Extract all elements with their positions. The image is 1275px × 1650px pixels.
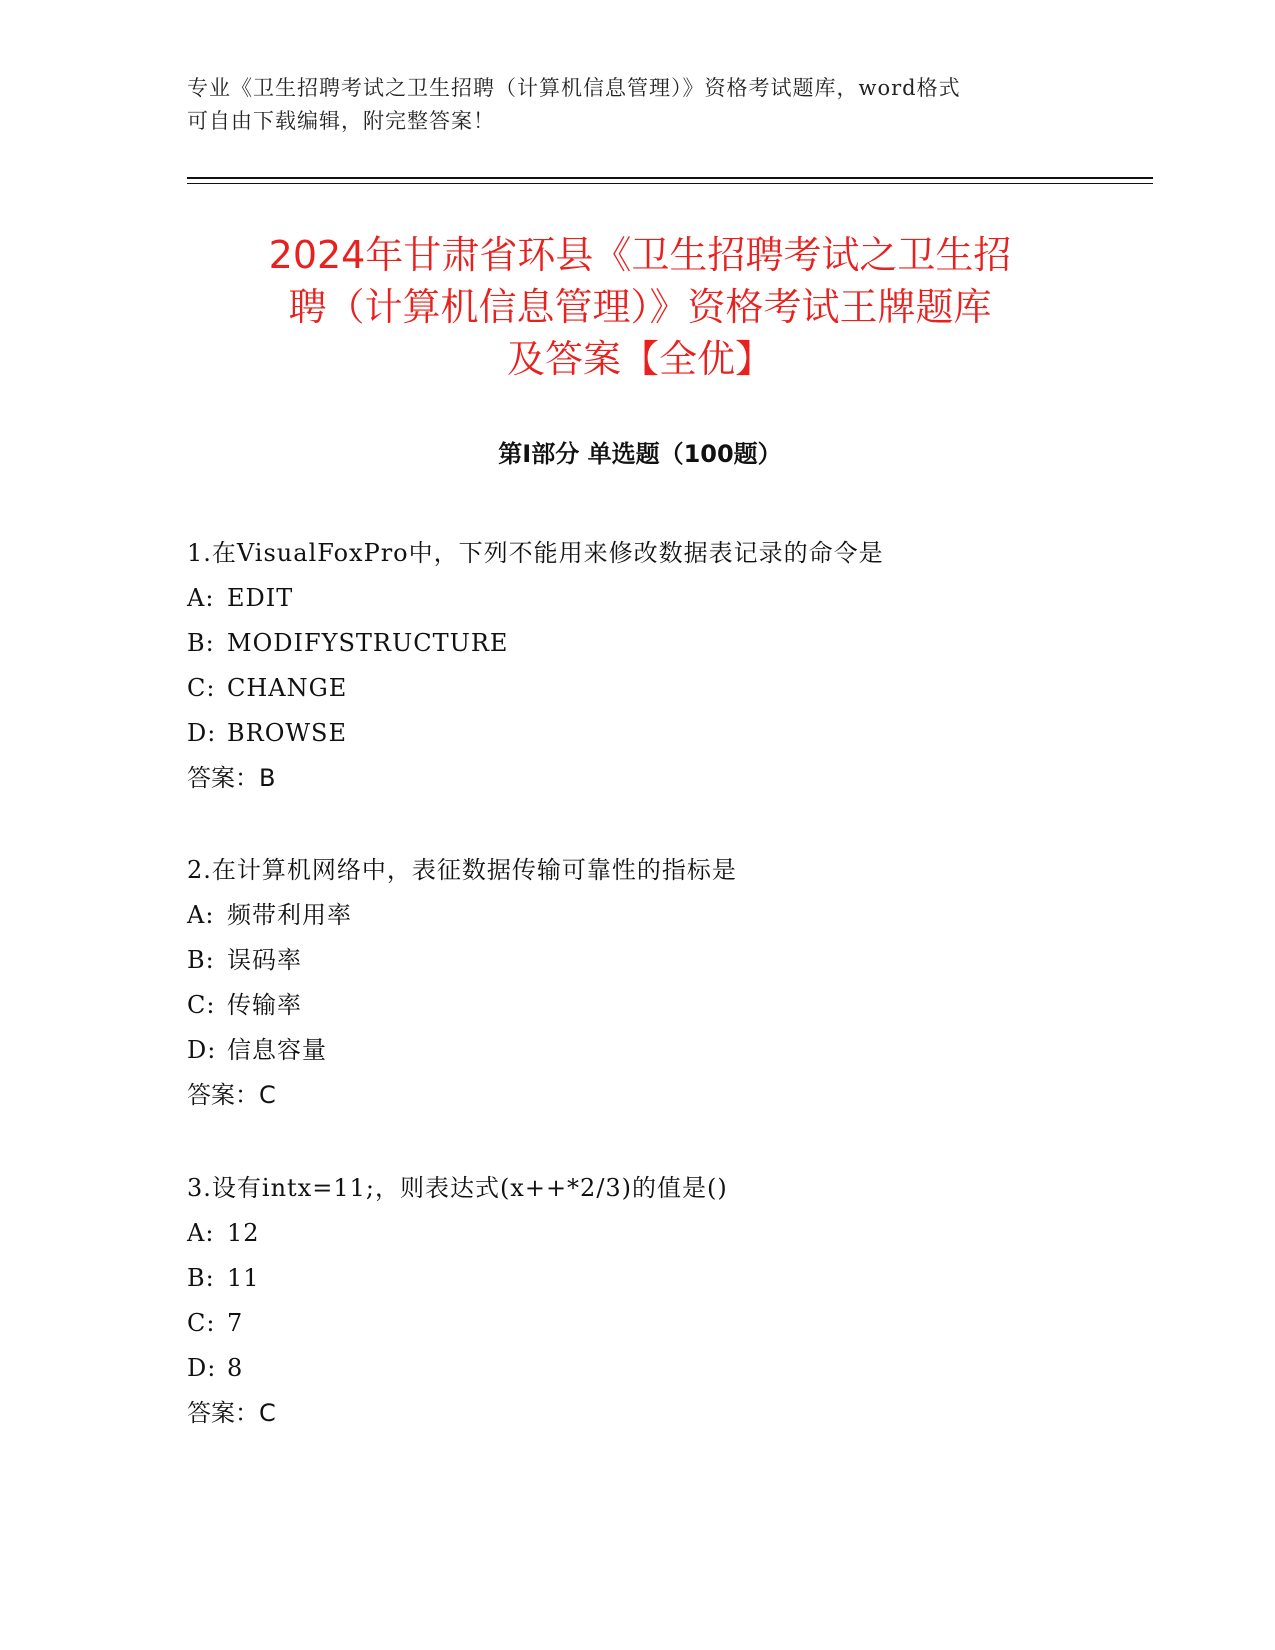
option-key: D: (187, 1354, 217, 1382)
option-key: A: (187, 901, 215, 929)
option-text: 11 (227, 1264, 260, 1292)
answer-line: 答案：C (187, 1399, 276, 1427)
document-title-line-2: 聘（计算机信息管理）》资格考试王牌题库 (288, 285, 992, 329)
option-b (187, 938, 1087, 983)
header-divider-thin (187, 183, 1153, 184)
option-d (187, 711, 1087, 756)
option-key: A: (187, 584, 215, 612)
option-key: C: (187, 991, 216, 1019)
option-a (187, 1211, 1087, 1256)
question-stem: 3.设有intx=11;，则表达式(x++*2/3)的值是() (187, 1174, 728, 1202)
option-key: C: (187, 674, 216, 702)
option-text: CHANGE (227, 674, 348, 702)
option-text: 12 (227, 1219, 260, 1247)
document-title-line-3: 及答案【全优】 (506, 337, 773, 381)
question-3 (187, 1166, 1087, 1436)
option-a (187, 576, 1087, 621)
option-d (187, 1346, 1087, 1391)
header-divider-thick (187, 177, 1153, 179)
answer-line: 答案：C (187, 1081, 276, 1109)
option-c (187, 983, 1087, 1028)
option-text: EDIT (227, 584, 294, 612)
header-note-line-1: 专业《卫生招聘考试之卫生招聘（计算机信息管理）》资格考试题库，word格式 (187, 76, 961, 100)
option-key: A: (187, 1219, 215, 1247)
header-note-line-2: 可自由下载编辑，附完整答案！ (187, 109, 495, 133)
option-text: BROWSE (227, 719, 348, 747)
question-1 (187, 531, 1087, 801)
answer-line: 答案：B (187, 764, 276, 792)
question-stem: 1.在VisualFoxPro中，下列不能用来修改数据表记录的命令是 (187, 539, 884, 567)
option-text: 误码率 (227, 946, 302, 974)
document-title (160, 229, 1120, 385)
option-key: B: (187, 1264, 215, 1292)
option-c (187, 1301, 1087, 1346)
option-b (187, 621, 1087, 666)
option-d (187, 1028, 1087, 1073)
document-title-line-1: 2024年甘肃省环县《卫生招聘考试之卫生招 (268, 233, 1012, 277)
option-text: 频带利用率 (227, 901, 352, 929)
option-text: 信息容量 (227, 1036, 327, 1064)
option-text: MODIFYSTRUCTURE (227, 629, 509, 657)
section-heading: 第Ⅰ部分 单选题（100题） (498, 440, 782, 468)
option-key: B: (187, 946, 215, 974)
option-text: 7 (227, 1309, 244, 1337)
header-note (187, 72, 1067, 138)
option-text: 传输率 (227, 991, 302, 1019)
option-text: 8 (227, 1354, 244, 1382)
option-key: D: (187, 719, 217, 747)
option-a (187, 893, 1087, 938)
option-b (187, 1256, 1087, 1301)
option-key: B: (187, 629, 215, 657)
option-key: D: (187, 1036, 217, 1064)
option-key: C: (187, 1309, 216, 1337)
option-c (187, 666, 1087, 711)
question-2 (187, 848, 1087, 1118)
question-stem: 2.在计算机网络中，表征数据传输可靠性的指标是 (187, 856, 737, 884)
